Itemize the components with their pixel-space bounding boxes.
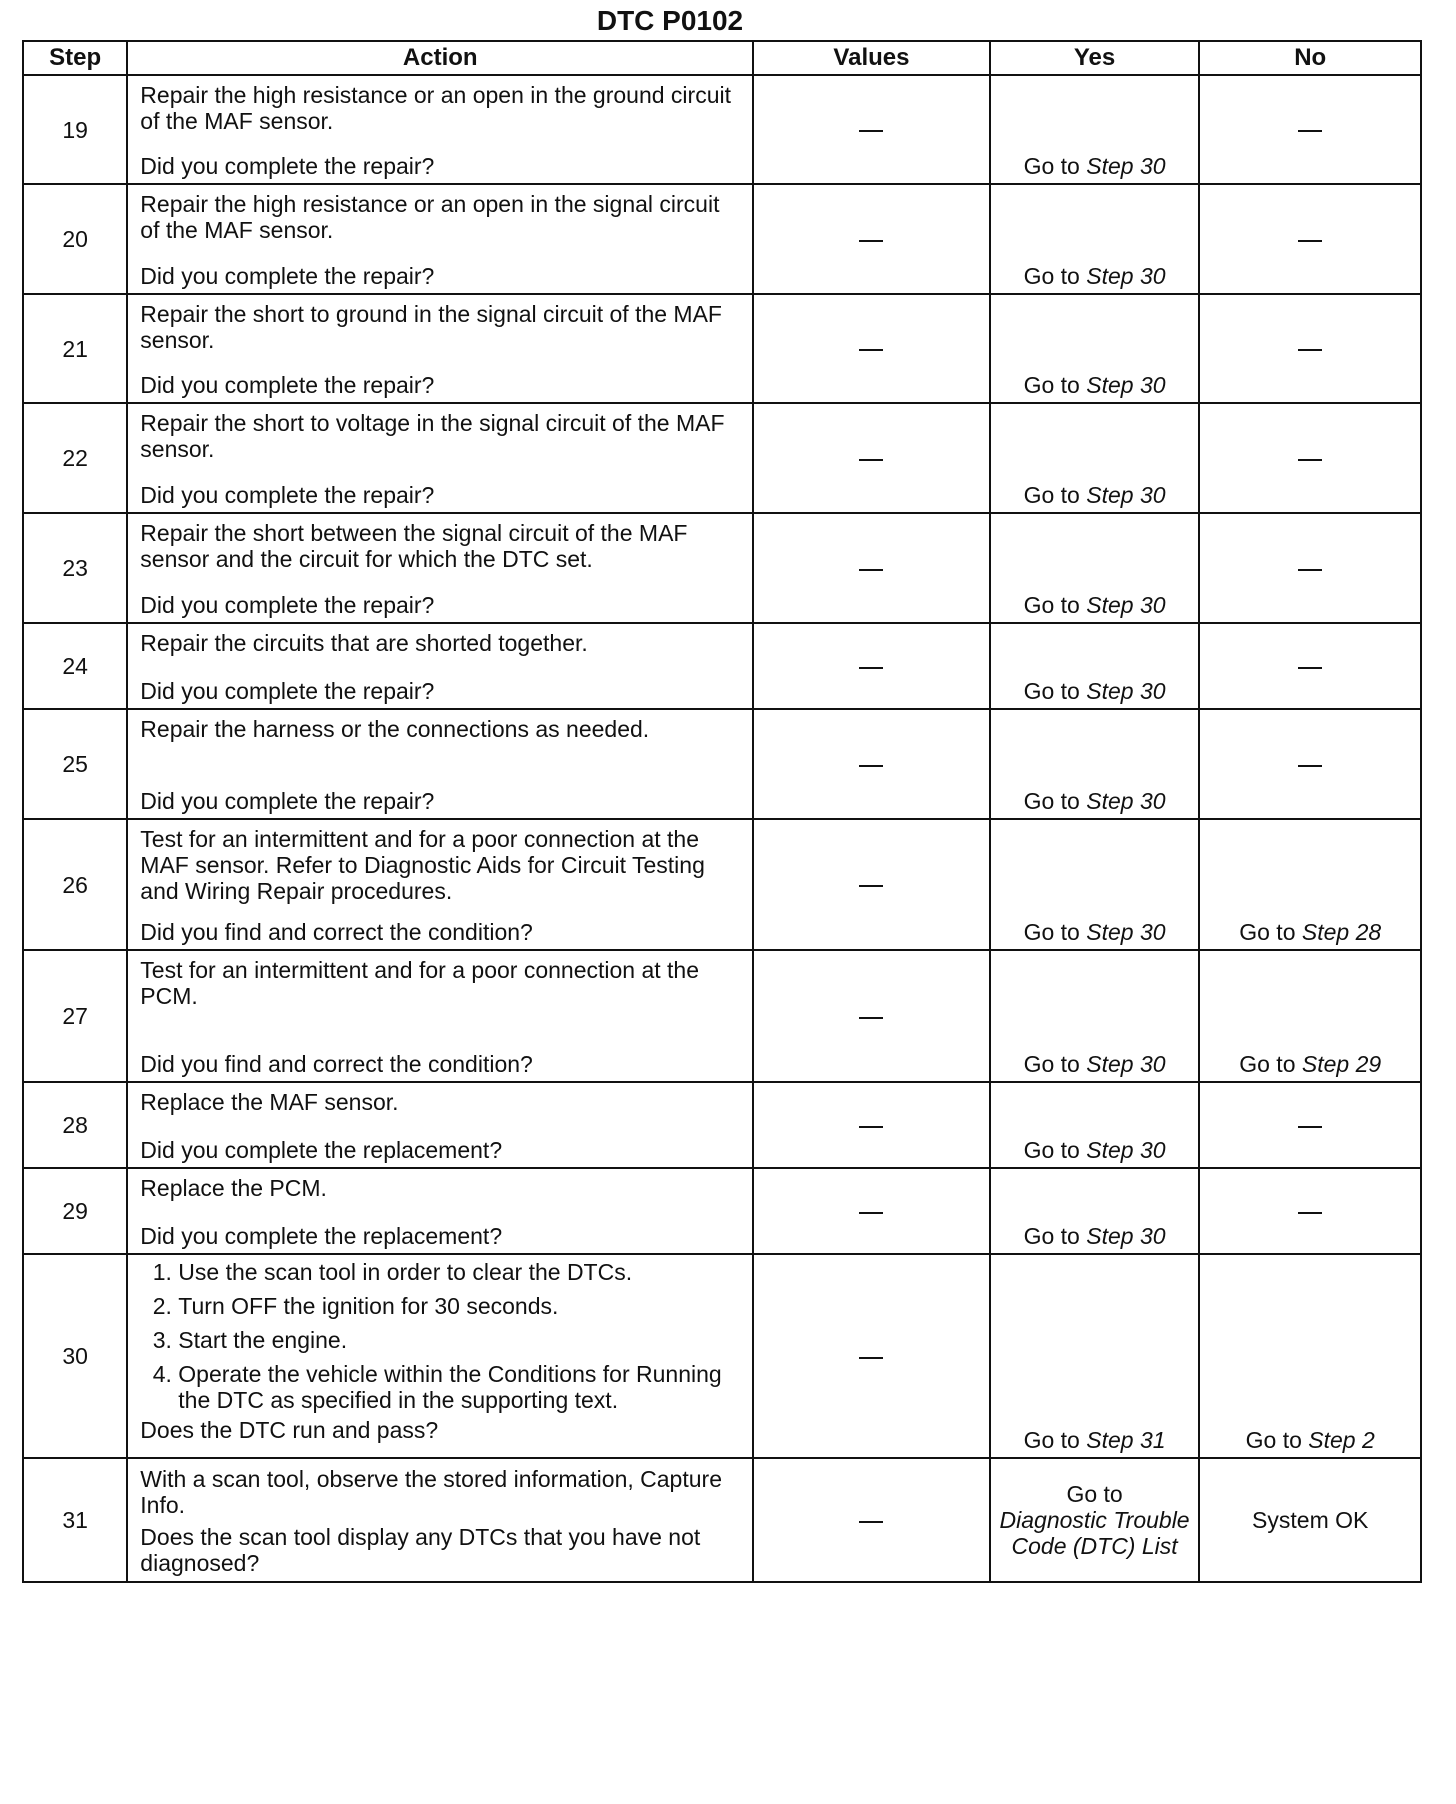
action-cell — [127, 1458, 753, 1582]
step-number: 30 — [23, 1254, 127, 1458]
no-cell — [1199, 1082, 1421, 1168]
no-cell — [1199, 623, 1421, 709]
table-row — [23, 1168, 1421, 1254]
step-number: 27 — [23, 950, 127, 1082]
table-row — [23, 1458, 1421, 1582]
action-cell — [127, 819, 753, 950]
action-text: Repair the high resistance or an open in the signal circuit of the MAF sensor. — [140, 191, 720, 243]
table-row — [23, 1254, 1421, 1458]
question-text: Did you complete the repair? — [140, 592, 435, 618]
goto-prefix: Go to — [1023, 592, 1080, 618]
action-cell — [127, 1168, 753, 1254]
no-cell — [1199, 294, 1421, 403]
goto-prefix: Go to — [1023, 678, 1080, 704]
step-number: 25 — [23, 709, 127, 819]
step-number: 20 — [23, 184, 127, 294]
yes-cell — [990, 1168, 1200, 1254]
goto-prefix: Go to — [1023, 1223, 1080, 1249]
goto-prefix: Go to — [1023, 1051, 1080, 1077]
step-number: 29 — [23, 1168, 127, 1254]
question-text: Does the DTC run and pass? — [140, 1417, 439, 1443]
values-cell — [753, 1082, 990, 1168]
goto-step-link[interactable]: Step 30 — [1086, 788, 1166, 814]
dash-mark — [1298, 1126, 1322, 1128]
action-cell — [127, 75, 753, 184]
yes-cell — [990, 75, 1200, 184]
values-cell — [753, 1458, 990, 1582]
goto-prefix: Go to — [1239, 1051, 1296, 1077]
no-cell — [1199, 403, 1421, 513]
step-number: 24 — [23, 623, 127, 709]
action-cell — [127, 513, 753, 623]
values-cell — [753, 623, 990, 709]
header-step: Step — [23, 41, 127, 75]
header-yes: Yes — [990, 41, 1200, 75]
values-cell — [753, 403, 990, 513]
goto-step-link[interactable]: Step 30 — [1086, 263, 1166, 289]
dash-mark — [1298, 459, 1322, 461]
action-list — [140, 1259, 742, 1413]
yes-cell — [990, 1254, 1200, 1458]
yes-cell — [990, 623, 1200, 709]
yes-cell — [990, 184, 1200, 294]
goto-prefix: Go to — [1023, 1427, 1080, 1453]
no-cell — [1199, 709, 1421, 819]
yes-cell — [990, 403, 1200, 513]
values-cell — [753, 75, 990, 184]
table-row — [23, 950, 1421, 1082]
goto-step-link[interactable]: Step 30 — [1086, 153, 1166, 179]
dash-mark — [859, 1357, 883, 1359]
dash-mark — [859, 1126, 883, 1128]
goto-step-link[interactable]: Step 30 — [1086, 919, 1166, 945]
action-cell — [127, 623, 753, 709]
goto-step-link[interactable]: Step 30 — [1086, 592, 1166, 618]
dash-mark — [859, 459, 883, 461]
action-cell — [127, 294, 753, 403]
question-text: Did you complete the replacement? — [140, 1137, 503, 1163]
question-text: Did you complete the repair? — [140, 788, 435, 814]
goto-step-link[interactable]: Step 30 — [1086, 482, 1166, 508]
no-cell — [1199, 184, 1421, 294]
list-item: 3. Start the engine. — [178, 1327, 742, 1353]
values-cell — [753, 294, 990, 403]
action-cell — [127, 184, 753, 294]
yes-cell — [990, 709, 1200, 819]
step-number: 23 — [23, 513, 127, 623]
dash-mark — [859, 240, 883, 242]
question-text: Does the scan tool display any DTCs that you have not diagnosed? — [140, 1524, 701, 1576]
question-text: Did you complete the repair? — [140, 153, 435, 179]
goto-step-link[interactable]: Step 29 — [1301, 1051, 1382, 1077]
action-text: Repair the circuits that are shorted together. — [140, 630, 588, 656]
goto-step-link[interactable]: Step 30 — [1086, 1137, 1166, 1163]
no-cell — [1199, 75, 1421, 184]
values-cell — [753, 1254, 990, 1458]
list-item: 2. Turn OFF the ignition for 30 seconds. — [178, 1293, 742, 1319]
values-cell — [753, 819, 990, 950]
table-row — [23, 819, 1421, 950]
goto-step-link[interactable]: Step 30 — [1086, 678, 1166, 704]
goto-prefix: Go to — [1239, 919, 1296, 945]
goto-dtc-list-link[interactable]: Diagnostic Trouble Code (DTC) List — [999, 1507, 1190, 1559]
values-cell — [753, 950, 990, 1082]
goto-step-link[interactable]: Step 31 — [1086, 1427, 1166, 1453]
yes-cell — [990, 950, 1200, 1082]
no-cell — [1199, 819, 1421, 950]
values-cell — [753, 709, 990, 819]
action-text: Test for an intermittent and for a poor connection at the PCM. — [140, 957, 700, 1009]
action-text: Test for an intermittent and for a poor connection at the MAF sensor. Refer to Diagnostic Aids for Circuit Testing and Wiring Repair procedures. — [140, 826, 705, 904]
dash-mark — [1298, 569, 1322, 571]
no-cell: System OK — [1199, 1458, 1421, 1582]
step-number: 21 — [23, 294, 127, 403]
yes-cell — [990, 294, 1200, 403]
yes-cell — [990, 1458, 1200, 1582]
table-row — [23, 75, 1421, 184]
question-text: Did you complete the repair? — [140, 372, 435, 398]
goto-prefix: Go to — [1023, 1137, 1080, 1163]
dash-mark — [859, 349, 883, 351]
dash-mark — [859, 1521, 883, 1523]
dash-mark — [859, 569, 883, 571]
step-number: 22 — [23, 403, 127, 513]
no-cell — [1199, 950, 1421, 1082]
action-text: Repair the high resistance or an open in the ground circuit of the MAF sensor. — [140, 82, 731, 134]
dash-mark — [1298, 349, 1322, 351]
action-text: Repair the short to ground in the signal circuit of the MAF sensor. — [140, 301, 722, 353]
step-number: 19 — [23, 75, 127, 184]
header-no: No — [1199, 41, 1421, 75]
step-number: 26 — [23, 819, 127, 950]
goto-prefix: Go to — [1023, 153, 1080, 179]
goto-prefix: Go to — [1023, 482, 1080, 508]
action-text: Replace the MAF sensor. — [140, 1089, 399, 1115]
table-row — [23, 709, 1421, 819]
yes-cell — [990, 819, 1200, 950]
dash-mark — [1298, 240, 1322, 242]
list-item: 4. Operate the vehicle within the Conditions for Running the DTC as specified in the supporting text. — [178, 1361, 742, 1413]
action-cell — [127, 709, 753, 819]
dtc-table — [22, 40, 1422, 1583]
goto-step-link[interactable]: Step 30 — [1086, 1223, 1166, 1249]
action-cell — [127, 1082, 753, 1168]
no-cell — [1199, 1254, 1421, 1458]
dash-mark — [1298, 667, 1322, 669]
goto-prefix: Go to — [1023, 919, 1080, 945]
question-text: Did you complete the repair? — [140, 482, 435, 508]
no-cell — [1199, 1168, 1421, 1254]
yes-cell — [990, 1082, 1200, 1168]
action-text: Repair the short to voltage in the signal circuit of the MAF sensor. — [140, 410, 725, 462]
goto-prefix: Go to — [1023, 788, 1080, 814]
table-row — [23, 403, 1421, 513]
values-cell — [753, 513, 990, 623]
header-action: Action — [127, 41, 753, 75]
header-values: Values — [753, 41, 990, 75]
question-text: Did you complete the repair? — [140, 263, 435, 289]
list-item: 1. Use the scan tool in order to clear the DTCs. — [178, 1259, 742, 1285]
dash-mark — [859, 667, 883, 669]
goto-prefix: Go to — [1023, 263, 1080, 289]
action-cell — [127, 950, 753, 1082]
question-text: Did you find and correct the condition? — [140, 1051, 533, 1077]
values-cell — [753, 184, 990, 294]
table-row — [23, 623, 1421, 709]
goto-step-link[interactable]: Step 2 — [1308, 1427, 1375, 1453]
dash-mark — [1298, 130, 1322, 132]
goto-prefix: Go to — [1245, 1427, 1302, 1453]
table-row — [23, 184, 1421, 294]
values-cell — [753, 1168, 990, 1254]
question-text: Did you complete the replacement? — [140, 1223, 503, 1249]
header-row — [23, 41, 1421, 75]
action-text: With a scan tool, observe the stored information, Capture Info. — [140, 1466, 722, 1518]
dash-mark — [859, 885, 883, 887]
goto-step-link[interactable]: Step 28 — [1301, 919, 1382, 945]
step-number: 31 — [23, 1458, 127, 1582]
step-number: 28 — [23, 1082, 127, 1168]
goto-prefix: Go to — [1066, 1481, 1123, 1507]
dash-mark — [859, 1212, 883, 1214]
action-text: Replace the PCM. — [140, 1175, 327, 1201]
question-text: Did you complete the repair? — [140, 678, 435, 704]
table-row — [23, 294, 1421, 403]
action-cell — [127, 403, 753, 513]
action-text: Repair the harness or the connections as needed. — [140, 716, 650, 742]
table-row — [23, 513, 1421, 623]
page-title: DTC P0102 — [596, 5, 744, 36]
table-row — [23, 1082, 1421, 1168]
goto-prefix: Go to — [1023, 372, 1080, 398]
no-cell — [1199, 513, 1421, 623]
action-text: Repair the short between the signal circuit of the MAF sensor and the circuit for which the DTC set. — [140, 520, 688, 572]
table-body — [23, 75, 1421, 1254]
table-body-tail — [23, 1254, 1421, 1582]
goto-step-link[interactable]: Step 30 — [1086, 372, 1166, 398]
dash-mark — [1298, 1212, 1322, 1214]
question-text: Did you find and correct the condition? — [140, 919, 533, 945]
dash-mark — [1298, 765, 1322, 767]
dash-mark — [859, 1017, 883, 1019]
dash-mark — [859, 765, 883, 767]
dash-mark — [859, 130, 883, 132]
goto-step-link[interactable]: Step 30 — [1086, 1051, 1166, 1077]
yes-cell — [990, 513, 1200, 623]
action-cell — [127, 1254, 753, 1458]
